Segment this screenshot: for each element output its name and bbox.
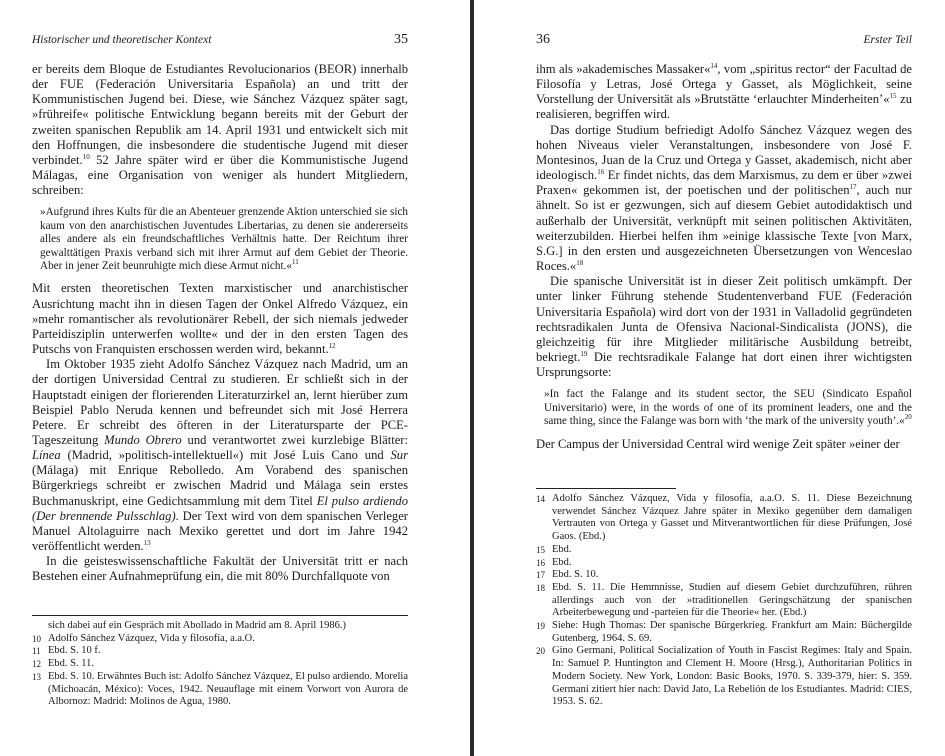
text: er bereits dem Bloque de Estudiantes Revolucionarios (BEOR) innerhalb der FUE (Federación Universitaria Española) an und tritt der Kommunistischen Jugend bei. Diese, wie Sánchez Vázquez später sagt, »frühreife« politische Entwicklung begann bereits mit der Geburt der zweiten spanischen Republik am 14. April 1931 und entwickelt sich mit den Hoffnungen, die insbesondere die studentische Jugend mit dieser verbindet. [32,62,408,167]
footnote-ref: 16 [597,168,605,177]
body-text [536,62,912,452]
quote-text: »Aufgrund ihres Kults für die an Abenteuer grenzende Aktion unterschied sie sich kaum von den anarchistischen Juventudes Libertarias, zu denen sie andererseits alles andere als ein freundschaftliches Verhältnis hatte. Der Reichtum ihrer gewalttätigen Praxis verband sich mit ihrer Armut auf dem Gebiet der Theorie. Aber in jener Zeit beunruhigte mich diese Armut nicht.« [40,206,408,273]
paragraph [536,437,912,452]
footnotes [536,488,912,709]
footnote-ref: 10 [82,152,90,161]
footnote-ref: 19 [580,349,588,358]
footnote: sich dabei auf ein Gespräch mit Abollado in Madrid am 8. April 1986.) [48,620,347,631]
italic-title: Sur [390,448,408,463]
text: ihm als »akademisches Massaker« [536,62,711,76]
footnote: 13 Ebd. S. 10. Erwähntes Buch ist: Adolfo Sánchez Vázquez, El pulso ardiendo. Morelia (Michoacán, México): Voces, 1942. Neuauflage mit einem Vorwort von Aurora de Albornoz: Madrid: Molinos de Agua, 1980. [32,670,408,708]
text: . Der Text wird von dem spanischen Verleger Manuel Altolaguirre nach Mexiko gerettet und dort im Jahre 1942 veröffentlicht werden. [32,508,409,554]
paragraph [32,281,408,357]
text: Die spanische Universität ist in dieser Zeit politisch umkämpft. Der unter linker Führung stehende Studentenverband FUE (Federación Universitaria Española) wird dort von der 1931 in Valladolid gegründeten rechtsradikalen Junta de Ofensiva Nacional-Sindicalista (JONS), die gleichzeitig für ihre Mitglieder militärische Ausbildung betreibt, bekriegt. [536,274,912,364]
text: In die geisteswissenschaftliche Fakultät der Universität tritt er nach Bestehen einer Aufnahmeprüfung ein, die mit 80% Durchfallquote von [32,554,408,584]
text: Im Oktober 1935 zieht Adolfo Sánchez Vázquez nach Madrid, um an der dortigen Universidad Central zu studieren. Er schließt sich in der Hauptstadt einigen der florierenden Literaturzirkel an, lernt hierüber zum Beispiel Pablo Neruda kennen und befreundet sich mit José Herrera Petere. Er schreibt des öfteren in der Literatursparte der PCE-Tageszeitung [32,357,408,447]
quote-text: »In fact the Falange and its student sector, the SEU (Sindicato Español Universitario) were, in the words of one of its prominent leaders, one and the same thing, since the Falange was born with ‘the mark of the university youth’.« [544,388,912,428]
page-number: 36 [536,32,550,47]
footnote-rule [32,615,408,616]
footnote: 19 Siehe: Hugh Thomas: Der spanische Bürgerkrieg. Frankfurt am Main: Büchergilde Gutenberg, 1964. S. 69. [536,620,912,644]
body-text [32,62,408,585]
footnote-rule [536,488,676,489]
italic-title: Mundo Obrero [104,433,182,447]
block-quote [536,388,912,428]
footnote-ref: 20 [904,413,912,422]
text: Der Campus der Universidad Central wird wenige Zeit später »einer der [536,436,900,451]
footnote-ref: 18 [576,259,584,268]
text: und verantwortet zwei kurzlebige Blätter: [181,433,408,447]
footnotes [32,615,408,709]
footnote-ref: 15 [889,92,897,101]
footnote: 18 Ebd. S. 11. Die Hemmnisse, Studien auf diesem Gebiet durchzuführen, rühren allerdings auch von der »traditionellen Geringschätzung der spanischen Arbeiterbewegung und -parteien für die Theorie« her. (Ebd.) [536,581,912,619]
footnote: 20 Gino Germani, Political Socialization of Youth in Fascist Regimes: Italy and Spain. In: Samuel P. Huntington and Clement H. Moore (Hrsg.), Authoritarian Politics in Modern Society. New York, London: Basic Books, 1970. S. 339-379, hier: S. 359. Germani zitiert hier nach: David Jato, La Rebelión de los Estudiantes. Madrid: CIES, 1953. S. 62. [536,645,912,708]
text: Das dortige Studium befriedigt Adolfo Sánchez Vázquez wegen des hohen Niveaus vieler Veranstaltungen, insbesondere von José F. Montesinos, Juan de la Cruz und Ortega y Gasset, akademisch, nicht aber ideologisch. [536,122,912,183]
footnote: 11 Ebd. S. 10 f. [32,645,101,657]
running-title: Erster Teil [863,34,912,46]
footnote-ref: 11 [291,258,299,267]
block-quote [32,206,408,273]
paragraph [32,554,408,584]
text: , auch nur ähnelt. So ist er gezwungen, sich auf diesem Gebiet autodidaktisch und außerhalb der Universität, verknüpft mit seinen politischen Aktivitäten, weiterzubilden. Hierbei helfen ihm »einige klassische Texte [von Marx, S.G.] in den ersten und ausgezeichneten Übersetzungen von Wenceslao Roces.« [536,183,912,274]
paragraph [536,62,912,123]
text: (Málaga) mit Enrique Rebolledo. Am Vorabend des spanischen Bürgerkriegs schreibt er zwischen Madrid und Málaga sein erstes Buchmanuskript, eine Gedichtsammlung mit dem Titel [32,463,408,508]
footnote-ref: 17 [849,183,857,192]
footnote-ref: 13 [143,539,151,548]
page-number: 35 [394,32,408,47]
footnote: 17 Ebd. S. 10. [536,569,599,581]
footnote: 10 Adolfo Sánchez Vázquez, Vida y filosofía, a.a.O. [32,632,255,644]
footnote: 16 Ebd. [536,556,572,568]
footnote-ref: 14 [710,62,718,70]
footnote: 14 Adolfo Sánchez Vázquez, Vida y filosofía, a.a.O. S. 11. Diese Bezeichnung verwendet Sánchez Vázquez Jahre später in Mexiko gegenüber dem damaligen Vertrauten von Ortega y Gasset und Mitverantwortlichen für diese Prüfungen, José Gaos. (Ebd.) [536,493,912,543]
left-page [0,0,470,756]
paragraph [32,62,408,198]
text: (Madrid, »politisch-intellektuell«) mit José Luis Cano und [60,448,391,463]
paragraph [536,274,912,380]
right-page [474,0,945,756]
text: zu realisieren, begriffen wird. [536,92,912,122]
text: Die rechtsradikale Falange hat dort einen ihrer wichtigsten Ursprungsorte: [536,349,912,380]
text: 52 Jahre später wird er über die Kommunistische Jugend Málagas, eine Organisation von weniger als hundert Mitgliedern, schreiben: [32,152,408,198]
running-title: Historischer und theoretischer Kontext [32,34,212,46]
italic-title: El pulso ardiendo (Der brennende Pulsschlag) [32,493,408,523]
footnote: 12 Ebd. S. 11. [32,658,94,670]
paragraph [536,123,912,275]
footnote-ref: 12 [328,342,336,351]
text: , vom „spiritus rector“ der Facultad de Filosofía y Letras, José Ortega y Gasset, als Möglichkeit, seine Vorstellung der Universität als »Brutstätte ‘erlauchter Minderheiten’« [536,62,912,107]
text: Mit ersten theoretischen Texten marxistischer und anarchistischer Ausrichtung macht ihn in diesen Tagen der Onkel Alfredo Vázquez, ein »mehr romantischer als revolutionärer Rebell, der sich niemals jedweder Parteidisziplin unterwerfen wollte« und der in den ersten Tagen des Putschs von Franquisten erschossen werden wird, bekannt. [32,281,408,357]
italic-title: Línea [32,448,61,463]
paragraph [32,357,408,554]
text: Er findet nichts, das dem Marxismus, zu dem er über »zwei Praxen« gekommen ist, der poetischen und der politischen [536,168,912,198]
footnote: 15 Ebd. [536,543,572,555]
